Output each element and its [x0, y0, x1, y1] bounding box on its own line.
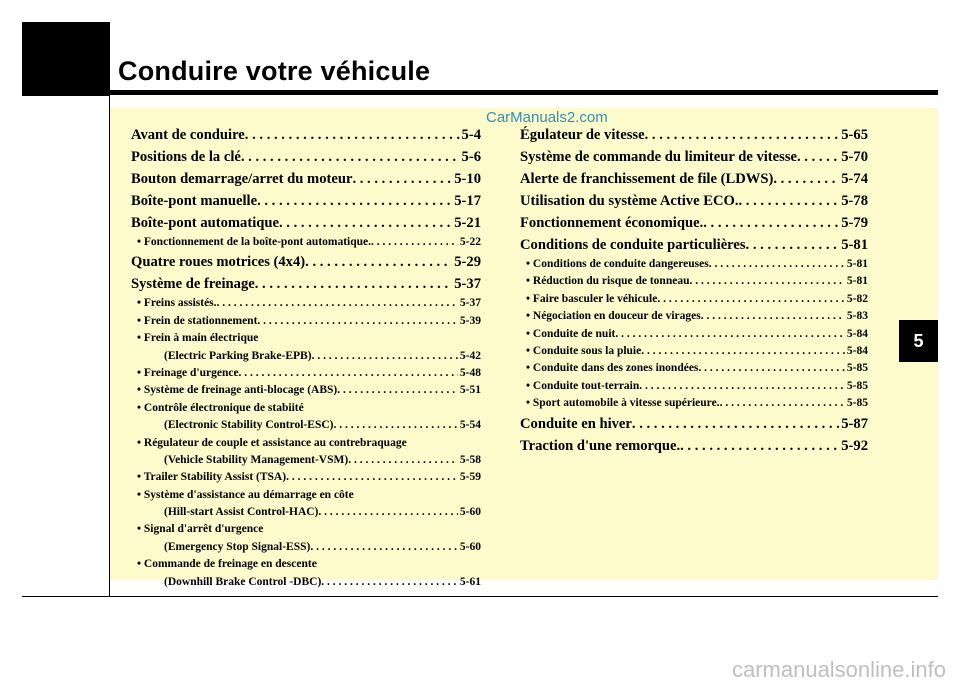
toc-entry-label: • Système de freinage anti-blocage (ABS) [137, 384, 338, 397]
toc-entry-page: 5-65 [841, 127, 868, 143]
dot-leader [720, 395, 845, 412]
toc-entry-page: 5-87 [841, 415, 868, 432]
toc-entry[interactable] [520, 435, 868, 457]
dot-leader [773, 168, 839, 190]
toc-entry-page: 5-48 [459, 366, 481, 379]
toc-subentry[interactable] [131, 504, 481, 521]
toc-subentry[interactable] [520, 343, 868, 360]
toc-entry-label-continued: (Electronic Stability Control-ESC) [164, 419, 334, 432]
toc-subentry[interactable] [131, 313, 481, 330]
toc-entry-label: Alerte de franchissement de file (LDWS) [520, 171, 774, 187]
toc-subentry-label: • Signal d'arrêt d'urgence [137, 523, 264, 536]
header-black-block [22, 22, 110, 96]
toc-entry-label: • Conditions de conduite dangereuses [526, 258, 709, 270]
dot-leader [615, 326, 845, 343]
toc-entry[interactable] [131, 190, 481, 212]
toc-subentry[interactable] [131, 234, 481, 251]
dot-leader [312, 348, 458, 365]
toc-entry-label: • Conduite sous la pluie [526, 344, 642, 357]
toc-subentry[interactable] [131, 539, 481, 556]
toc-entry[interactable] [131, 273, 481, 295]
toc-entry-label: Utilisation du système Active ECO. [520, 193, 739, 209]
toc-entry-label-continued: (Vehicle Stability Management-VSM) [164, 453, 349, 466]
dot-leader [709, 256, 845, 273]
toc-subentry-label: • Système d'assistance au démarrage en côte [137, 488, 354, 501]
toc-entry-page: 5-42 [459, 349, 481, 362]
toc-entry-page: 5-51 [459, 384, 481, 397]
watermark-top: CarManuals2.com [486, 109, 608, 126]
dot-leader [279, 212, 452, 234]
toc-entry-label: Avant de conduire [131, 127, 245, 143]
dot-leader [321, 574, 458, 591]
toc-entry-page: 5-4 [461, 127, 481, 143]
dot-leader [680, 435, 839, 457]
dot-leader [746, 234, 840, 256]
dot-leader [641, 343, 845, 360]
toc-entry-label-continued: (Hill-start Assist Control-HAC) [164, 506, 319, 519]
toc-entry-page: 5-74 [841, 171, 868, 187]
toc-entry[interactable] [131, 146, 481, 168]
toc-entry-page: 5-81 [841, 237, 868, 253]
toc-entry-page: 5-92 [841, 437, 868, 454]
toc-subentry[interactable] [131, 382, 481, 399]
chapter-tab[interactable]: 5 [899, 320, 938, 362]
toc-subentry[interactable] [520, 256, 868, 273]
toc-entry-page: 5-78 [841, 193, 868, 209]
toc-subentry-label: • Contrôle électronique de stabiité [137, 401, 304, 414]
toc-entry-page: 5-85 [846, 397, 868, 410]
watermark-bottom: carmanualsonline.info [731, 657, 946, 682]
toc-entry[interactable] [520, 212, 868, 234]
toc-subentry[interactable] [131, 365, 481, 382]
toc-entry-page: 5-59 [459, 471, 481, 484]
toc-entry-label: Conditions de conduite particulières [520, 237, 746, 253]
toc-entry-page: 5-37 [459, 297, 481, 310]
toc-entry-label-continued: (Emergency Stop Signal-ESS) [164, 540, 311, 553]
toc-entry[interactable] [520, 234, 868, 256]
toc-entry-page: 5-81 [846, 258, 868, 270]
dot-leader [245, 124, 460, 146]
toc-subentry[interactable] [520, 273, 868, 290]
toc-entry-page: 5-6 [461, 149, 481, 165]
toc-entry-label: • Freinage d'urgence [137, 366, 239, 379]
toc-entry-page: 5-29 [454, 254, 481, 271]
dot-leader [371, 234, 458, 251]
toc-entry-label: • Conduite de nuit [526, 327, 616, 340]
toc-entry-label: Conduite en hiver [520, 415, 632, 432]
dot-leader [657, 291, 845, 308]
toc-subentry[interactable] [520, 326, 868, 343]
toc-subentry[interactable] [131, 452, 481, 469]
toc-entry-label: Système de freinage [131, 276, 255, 293]
toc-entry-label: • Trailer Stability Assist (TSA) [137, 471, 287, 484]
toc-entry-label: • Faire basculer le véhicule [526, 292, 658, 305]
toc-entry-label: Positions de la clé [131, 149, 241, 165]
toc-entry-label: • Conduite tout-terrain [526, 379, 640, 392]
dot-leader [701, 308, 845, 325]
toc-entry-label: Bouton demarrage/arret du moteur [131, 171, 353, 187]
toc-entry-page: 5-81 [846, 275, 868, 288]
toc-entry[interactable] [520, 146, 868, 168]
dot-leader [797, 146, 839, 168]
dot-leader [739, 190, 840, 212]
dot-leader [348, 452, 458, 469]
toc-entry-label: • Négociation en douceur de virages [526, 310, 701, 323]
toc-entry[interactable] [131, 212, 481, 234]
toc-entry-label: • Sport automobile à vitesse supérieure. [526, 397, 720, 410]
toc-subentry[interactable] [520, 308, 868, 325]
toc-subentry[interactable] [520, 378, 868, 395]
dot-leader [286, 469, 458, 486]
toc-entry-label: • Freins assistés. [137, 297, 217, 310]
dot-leader [217, 295, 458, 312]
toc-entry[interactable] [520, 168, 868, 190]
toc-entry-page: 5-84 [846, 327, 868, 340]
toc-subentry[interactable] [520, 360, 868, 377]
toc-subentry[interactable] [520, 291, 868, 308]
bottom-rule [22, 596, 938, 597]
toc-entry-page: 5-79 [841, 215, 868, 231]
dot-leader [703, 212, 839, 234]
toc-entry-label-continued: (Electric Parking Brake-EPB) [164, 349, 312, 362]
dot-leader [639, 378, 845, 395]
toc-entry-page: 5-61 [459, 575, 481, 588]
toc-subentry[interactable] [131, 574, 481, 591]
toc-entry-label: • Frein de stationnement [137, 314, 258, 327]
toc-subentry-label: • Frein à main électrique [137, 332, 259, 345]
dot-leader [310, 539, 458, 556]
page-title: Conduire votre véhicule [118, 56, 431, 86]
toc-entry-page: 5-39 [459, 314, 481, 327]
dot-leader [241, 146, 460, 168]
toc-entry-label: Quatre roues motrices (4x4) [131, 254, 306, 271]
toc-entry-page: 5-83 [846, 310, 868, 323]
toc-right-column [520, 124, 868, 457]
toc-entry[interactable] [131, 168, 481, 190]
toc-subentry[interactable] [131, 469, 481, 486]
title-rule [110, 90, 938, 95]
toc-entry-page: 5-22 [459, 236, 481, 248]
toc-entry[interactable] [131, 124, 481, 146]
toc-entry-label: • Réduction du risque de tonneau [526, 275, 690, 288]
toc-entry-label: Fonctionnement économique. [520, 215, 704, 231]
toc-subentry[interactable] [131, 295, 481, 312]
dot-leader [255, 273, 452, 295]
dot-leader [334, 417, 458, 434]
toc-entry-label: Boîte-pont manuelle [131, 193, 258, 209]
toc-entry-page: 5-84 [846, 344, 868, 357]
toc-entry-page: 5-60 [459, 506, 481, 519]
dot-leader [257, 313, 458, 330]
toc-left-column [131, 124, 481, 591]
dot-leader [645, 124, 840, 146]
toc-subentry[interactable] [131, 417, 481, 434]
toc-subentry[interactable] [131, 348, 481, 365]
toc-entry-page: 5-70 [841, 149, 868, 165]
toc-entry-page: 5-54 [459, 419, 481, 432]
toc-entry-page: 5-17 [454, 193, 481, 209]
toc-entry-page: 5-85 [846, 362, 868, 375]
toc-entry-label: • Fonctionnement de la boîte-pont automatique. [137, 236, 372, 248]
toc-subentry[interactable] [520, 395, 868, 412]
toc-entry-label: Système de commande du limiteur de vitesse [520, 149, 797, 165]
dot-leader [632, 413, 839, 435]
toc-entry-page: 5-21 [454, 215, 481, 231]
toc-entry[interactable] [520, 190, 868, 212]
toc-entry-page: 5-58 [459, 453, 481, 466]
toc-entry-label: Boîte-pont automatique [131, 215, 279, 231]
dot-leader [239, 365, 458, 382]
toc-entry-label: • Conduite dans des zones inondées [526, 362, 699, 375]
toc-entry[interactable] [520, 413, 868, 435]
dot-leader [257, 190, 452, 212]
toc-entry-page: 5-10 [454, 171, 481, 187]
dot-leader [689, 273, 844, 290]
dot-leader [352, 168, 452, 190]
toc-entry-page: 5-85 [846, 379, 868, 392]
dot-leader [337, 382, 458, 399]
toc-entry[interactable] [520, 124, 868, 146]
dot-leader [318, 504, 458, 521]
toc-entry-label: Traction d'une remorque. [520, 437, 681, 454]
toc-entry-page: 5-37 [454, 276, 481, 293]
toc-entry-page: 5-60 [459, 540, 481, 553]
toc-entry-page: 5-82 [846, 292, 868, 305]
toc-subentry-label: • Régulateur de couple et assistance au contrebraquage [137, 436, 407, 449]
toc-entry-label: Égulateur de vitesse [520, 127, 645, 143]
toc-subentry-label: • Commande de freinage en descente [137, 558, 317, 571]
toc-entry[interactable] [131, 251, 481, 273]
toc-entry-label-continued: (Downhill Brake Control -DBC) [164, 575, 322, 588]
dot-leader [698, 360, 844, 377]
dot-leader [305, 251, 452, 273]
